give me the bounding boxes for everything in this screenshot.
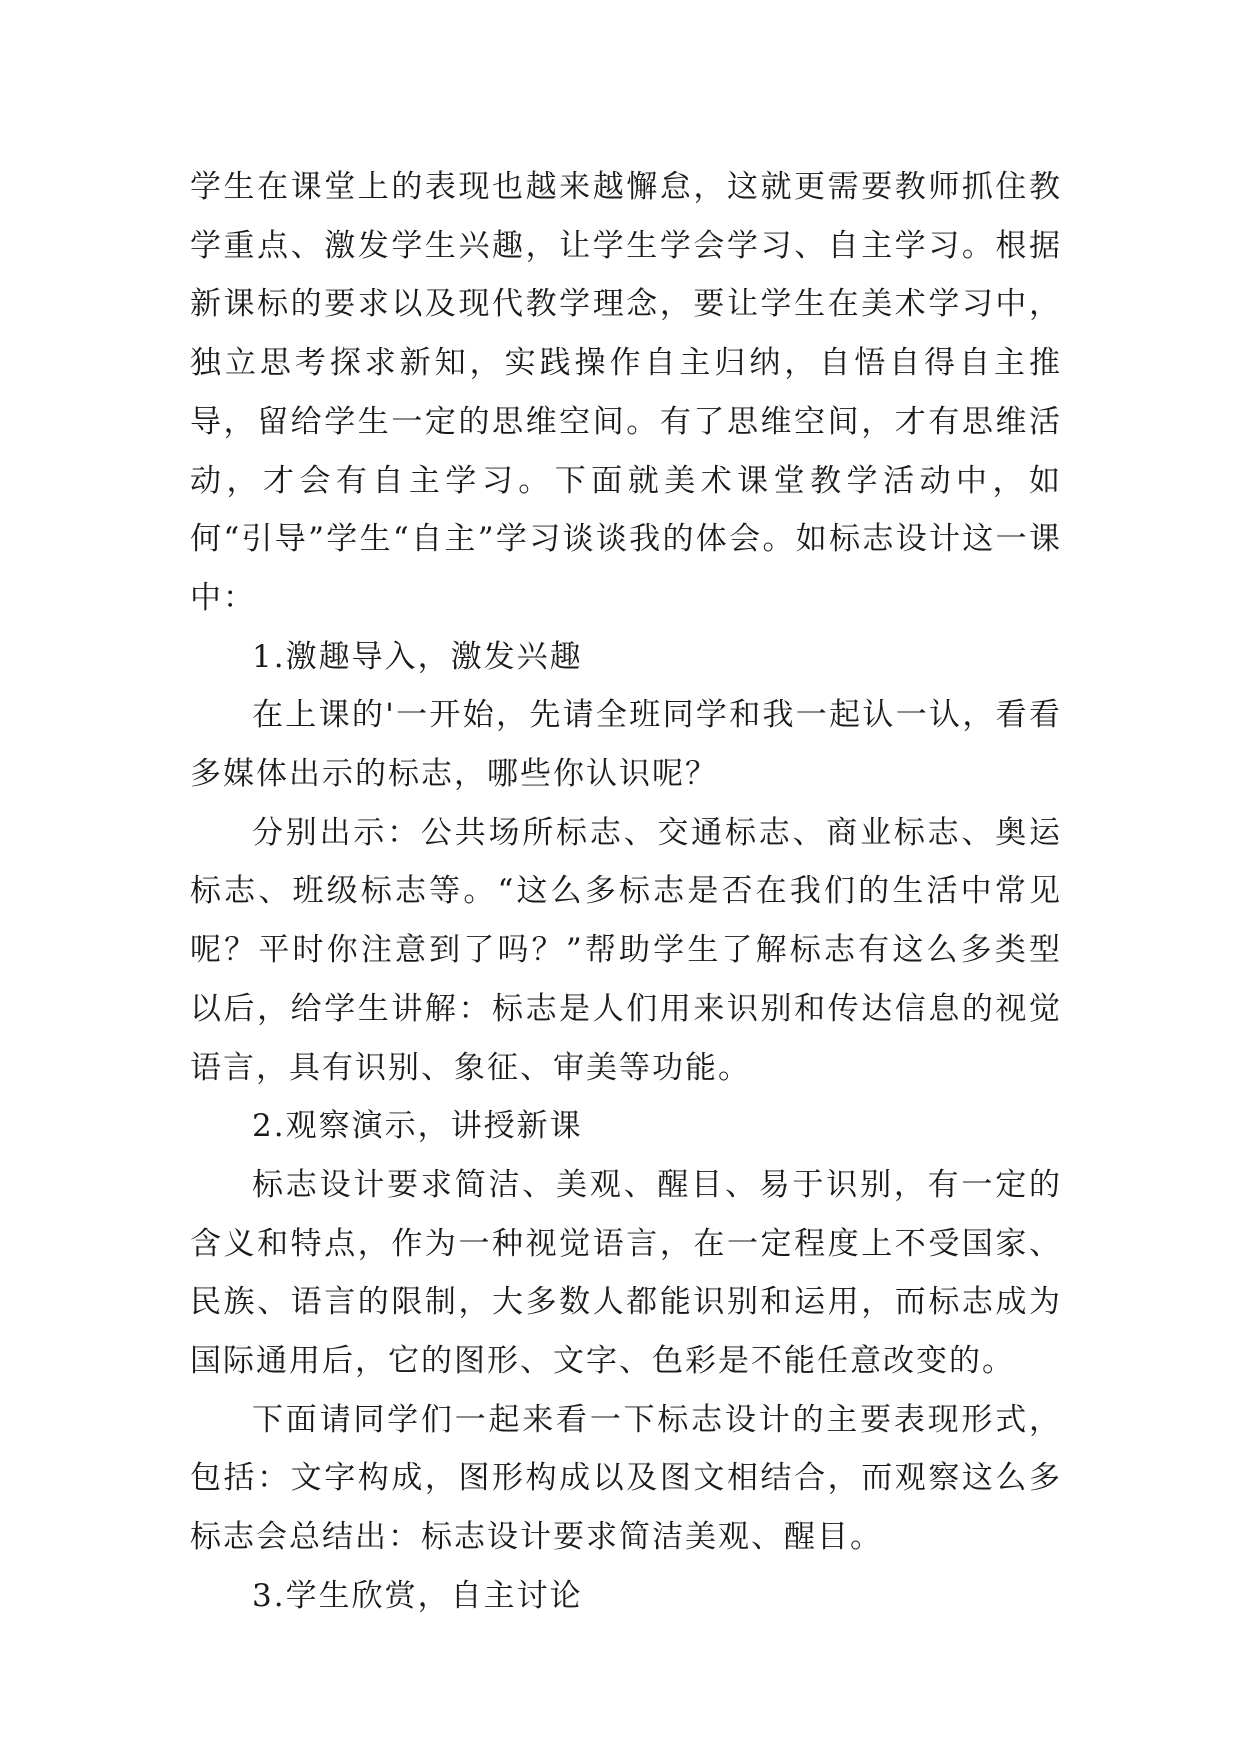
paragraph-class-start: 在上课的'一开始，先请全班同学和我一起认一认，看看多媒体出示的标志，哪些你认识呢？	[190, 697, 1062, 793]
paragraph-expression-forms: 下面请同学们一起来看一下标志设计的主要表现形式，包括：文字构成，图形构成以及图文相结合，而观察这么多标志会总结出：标志设计要求简洁美观、醒目。	[190, 1401, 1062, 1556]
paragraph-design-requirements: 标志设计要求简洁、美观、醒目、易于识别，有一定的含义和特点，作为一种视觉语言，在一定程度上不受国家、民族、语言的限制，大多数人都能识别和运用，而标志成为国际通用后，它的图形、文字、色彩是不能任意改变的。	[190, 1166, 1062, 1380]
section-heading-3: 3.学生欣赏，自主讨论	[252, 1577, 583, 1614]
document-body	[190, 158, 1062, 1626]
section-heading-1: 1.激趣导入，激发兴趣	[252, 638, 583, 675]
paragraph-show-logos: 分别出示：公共场所标志、交通标志、商业标志、奥运标志、班级标志等。“这么多标志是否在我们的生活中常见呢？平时你注意到了吗？”帮助学生了解标志有这么多类型以后，给学生讲解：标志是人们用来识别和传达信息的视觉语言，具有识别、象征、审美等功能。	[190, 814, 1062, 1086]
paragraph-intro: 学生在课堂上的表现也越来越懈怠，这就更需要教师抓住教学重点、激发学生兴趣，让学生学会学习、自主学习。根据新课标的要求以及现代教学理念，要让学生在美术学习中，独立思考探求新知，实践操作自主归纳，自悟自得自主推导，留给学生一定的思维空间。有了思维空间，才有思维活动，才会有自主学习。下面就美术课堂教学活动中，如何“引导”学生“自主”学习谈谈我的体会。如标志设计这一课中：	[190, 169, 1062, 616]
section-heading-2: 2.观察演示，讲授新课	[252, 1108, 583, 1145]
